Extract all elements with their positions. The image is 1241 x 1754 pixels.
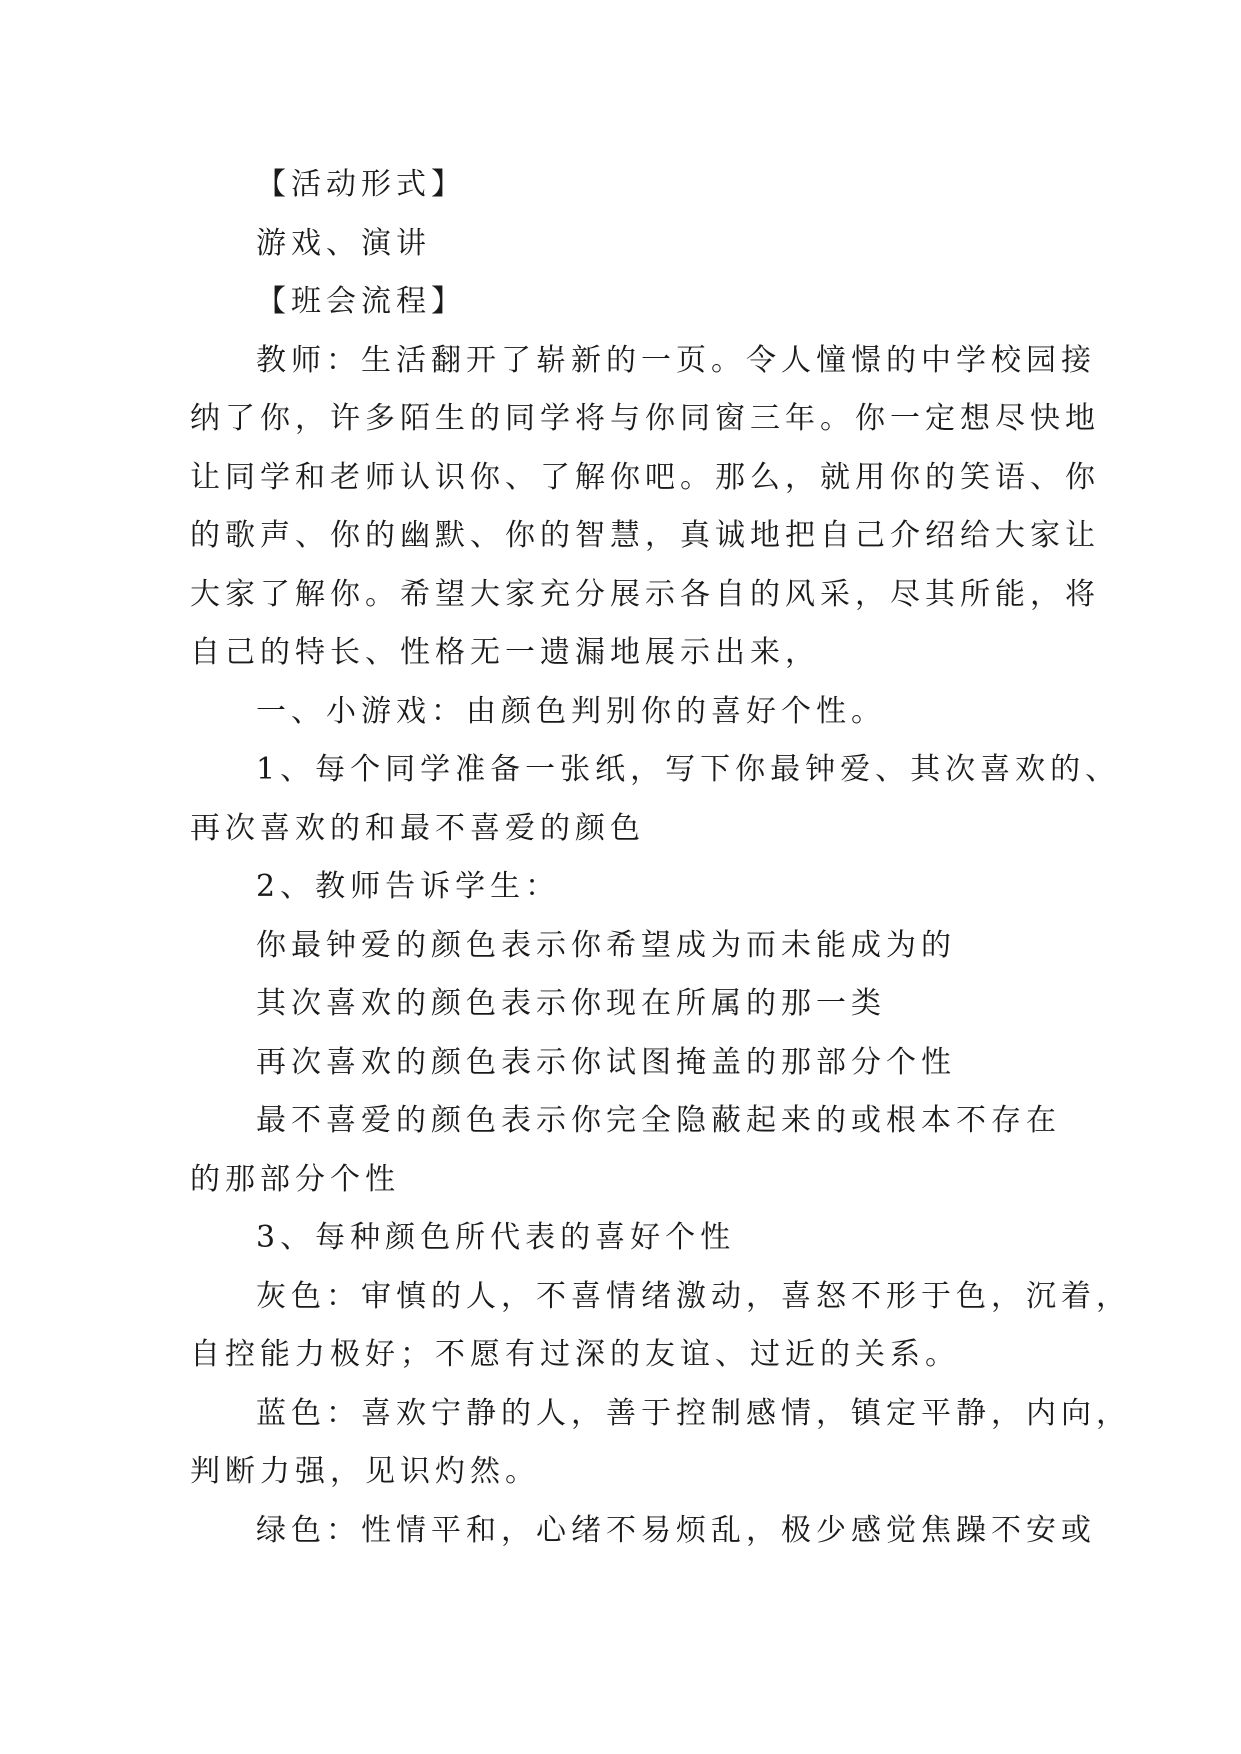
paragraph-line: 2、教师告诉学生：: [256, 869, 561, 904]
section-heading-class-meeting-process: 【班会流程】: [256, 284, 466, 319]
paragraph-line: 游戏、演讲: [256, 225, 431, 261]
paragraph-line: 大家了解你。希望大家充分展示各自的风采，尽其所能，将: [190, 576, 1100, 612]
paragraph-line: 一、小游戏：由颜色判别你的喜好个性。: [256, 693, 886, 729]
document-body: [190, 156, 1131, 1560]
paragraph-line: 最不喜爱的颜色表示你完全隐蔽起来的或根本不存在: [256, 1103, 1061, 1138]
paragraph-line: 教师：生活翻开了崭新的一页。令人憧憬的中学校园接: [256, 342, 1096, 378]
paragraph-line: 判断力强，见识灼然。: [190, 1454, 540, 1489]
paragraph-line: 让同学和老师认识你、了解你吧。那么，就用你的笑语、你: [190, 459, 1100, 495]
paragraph-line: 蓝色：喜欢宁静的人，善于控制感情，镇定平静，内向，: [256, 1395, 1131, 1431]
section-heading-activity-form: 【活动形式】: [256, 167, 466, 202]
paragraph-line: 你最钟爱的颜色表示你希望成为而未能成为的: [256, 927, 956, 963]
paragraph-line: 灰色：审慎的人，不喜情绪激动，喜怒不形于色，沉着，: [256, 1278, 1131, 1314]
paragraph-line: 自己的特长、性格无一遗漏地展示出来，: [190, 635, 820, 670]
paragraph-line: 纳了你，许多陌生的同学将与你同窗三年。你一定想尽快地: [190, 401, 1100, 436]
paragraph-line: 绿色：性情平和，心绪不易烦乱，极少感觉焦躁不安或: [256, 1512, 1096, 1548]
paragraph-line: 1、每个同学准备一张纸，写下你最钟爱、其次喜欢的、: [256, 752, 1121, 787]
paragraph-line: 的那部分个性: [190, 1161, 400, 1197]
paragraph-line: 其次喜欢的颜色表示你现在所属的那一类: [256, 986, 886, 1021]
paragraph-line: 3、每种颜色所代表的喜好个性: [256, 1220, 736, 1255]
paragraph-line: 再次喜欢的颜色表示你试图掩盖的那部分个性: [256, 1044, 956, 1080]
paragraph-line: 自控能力极好；不愿有过深的友谊、过近的关系。: [190, 1337, 960, 1372]
paragraph-line: 的歌声、你的幽默、你的智慧，真诚地把自己介绍给大家让: [190, 518, 1100, 553]
paragraph-line: 再次喜欢的和最不喜爱的颜色: [190, 810, 645, 846]
